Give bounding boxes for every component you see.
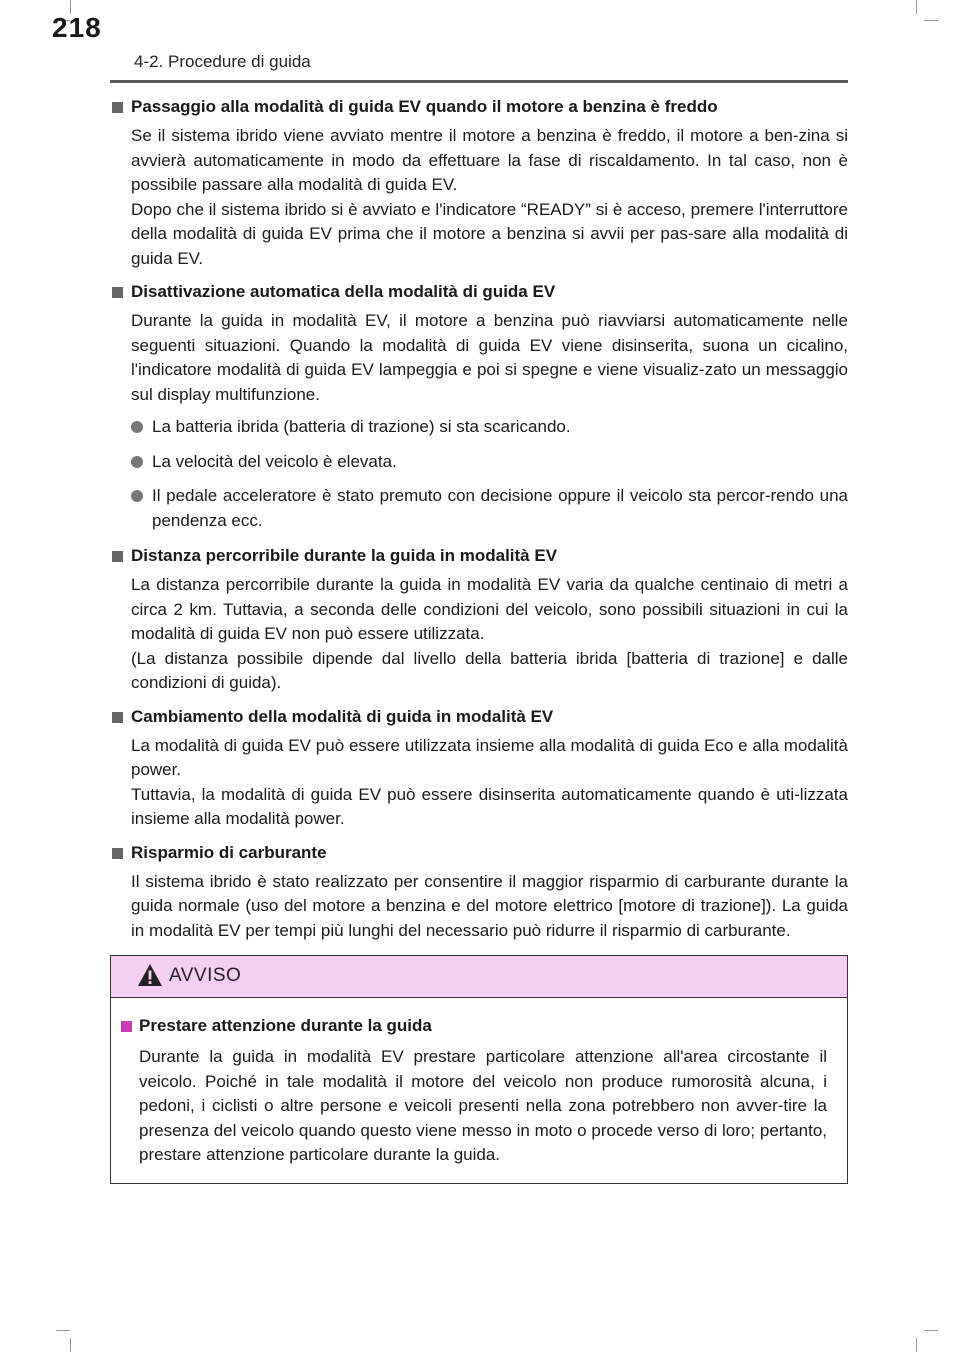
section-title: Risparmio di carburante: [110, 840, 848, 866]
section-fuel-saving: [110, 840, 848, 944]
page-number: 218: [52, 12, 102, 43]
warning-text: Durante la guida in modalità EV prestare particolare attenzione all'area circostante il veicolo. Poiché in tale modalità il motore del veicolo non produce rumorosità alcuna, i pedoni, i ciclisti o altre persone e veicoli presenti nella zona potrebbero non avver-tire la presenza del veicolo quando questo viene messo in moto o procede verso di loro; pertanto, prestare attenzione particolare durante la guida.: [139, 1047, 827, 1164]
warning-triangle-icon: [137, 963, 163, 987]
list-item: La batteria ibrida (batteria di trazione) si sta scaricando.: [131, 415, 848, 440]
crop-mark: [56, 1330, 70, 1331]
paragraph: La distanza percorribile durante la guida in modalità EV varia da qualche centinaio di metri a circa 2 km. Tuttavia, a seconda delle condizioni del veicolo, sono possibili situazioni in cui la modalità di guida EV non può essere utilizzata.: [131, 575, 848, 643]
square-bullet-icon: [112, 712, 123, 723]
circle-bullet-icon: [131, 456, 143, 468]
circle-bullet-icon: [131, 421, 143, 433]
warning-body: [111, 998, 847, 1168]
section-ev-cold-engine: [110, 94, 848, 271]
square-bullet-icon: [112, 551, 123, 562]
warning-title: Prestare attenzione durante la guida: [119, 1014, 827, 1038]
square-bullet-icon: [112, 848, 123, 859]
running-head: 4-2. Procedure di guida: [134, 52, 311, 71]
list-item: La velocità del veicolo è elevata.: [131, 450, 848, 475]
paragraph: Dopo che il sistema ibrido si è avviato e l'indicatore “READY” si è acceso, premere l'interruttore della modalità di guida EV prima che il motore a benzina si avvii per pas-sare alla modalità di guida EV.: [131, 199, 848, 268]
main-content: [110, 94, 848, 949]
paragraph: Tuttavia, la modalità di guida EV può essere disinserita automaticamente quando è uti-lizzata insieme alla modalità power.: [131, 784, 848, 828]
section-title: Passaggio alla modalità di guida EV quando il motore a benzina è freddo: [110, 94, 848, 120]
warning-label: AVVISO: [169, 965, 242, 986]
section-ev-auto-off: [110, 279, 848, 533]
warning-box: [110, 955, 848, 1184]
list-item: Il pedale acceleratore è stato premuto con decisione oppure il veicolo sta percor-rendo una pendenza ecc.: [131, 484, 848, 533]
crop-mark: [924, 20, 938, 21]
crop-mark: [916, 0, 917, 14]
crop-mark: [924, 1330, 938, 1331]
section-ev-mode-change: [110, 704, 848, 832]
paragraph: Se il sistema ibrido viene avviato mentre il motore a benzina è freddo, il motore a ben-zina si avvierà automaticamente in modo da effettuare la fase di riscaldamento. In tal caso, non è possibile passare alla modalità di guida EV.: [131, 126, 848, 194]
section-title: Disattivazione automatica della modalità di guida EV: [110, 279, 848, 305]
warning-header: [111, 956, 847, 998]
paragraph: Il sistema ibrido è stato realizzato per consentire il maggior risparmio di carburante durante la guida normale (uso del motore a benzina e del motore elettrico [motore di trazione]). La guida in modalità EV per tempi più lunghi del necessario può ridurre il risparmio di carburante.: [131, 871, 848, 940]
paragraph: (La distanza possibile dipende dal livello della batteria ibrida [batteria di trazione] e dalle condizioni di guida).: [131, 648, 848, 692]
square-bullet-icon: [112, 102, 123, 113]
section-title: Cambiamento della modalità di guida in modalità EV: [110, 704, 848, 730]
square-bullet-icon: [112, 287, 123, 298]
crop-mark: [70, 1338, 71, 1352]
crop-mark: [916, 1338, 917, 1352]
condition-list: [131, 415, 848, 533]
section-ev-distance: [110, 543, 848, 696]
square-bullet-icon: [121, 1021, 132, 1032]
header-rule: [110, 80, 848, 83]
paragraph: Durante la guida in modalità EV, il motore a benzina può riavviarsi automaticamente nelle seguenti situazioni. Quando la modalità di guida EV viene disinserita, suona un cicalino, l'indicatore modalità di guida EV lampeggia e poi si spegne e viene visualiz-zato un messaggio sul display multifunzione.: [131, 311, 848, 404]
circle-bullet-icon: [131, 490, 143, 502]
paragraph: La modalità di guida EV può essere utilizzata insieme alla modalità di guida Eco e alla modalità power.: [131, 735, 848, 779]
section-title: Distanza percorribile durante la guida in modalità EV: [110, 543, 848, 569]
